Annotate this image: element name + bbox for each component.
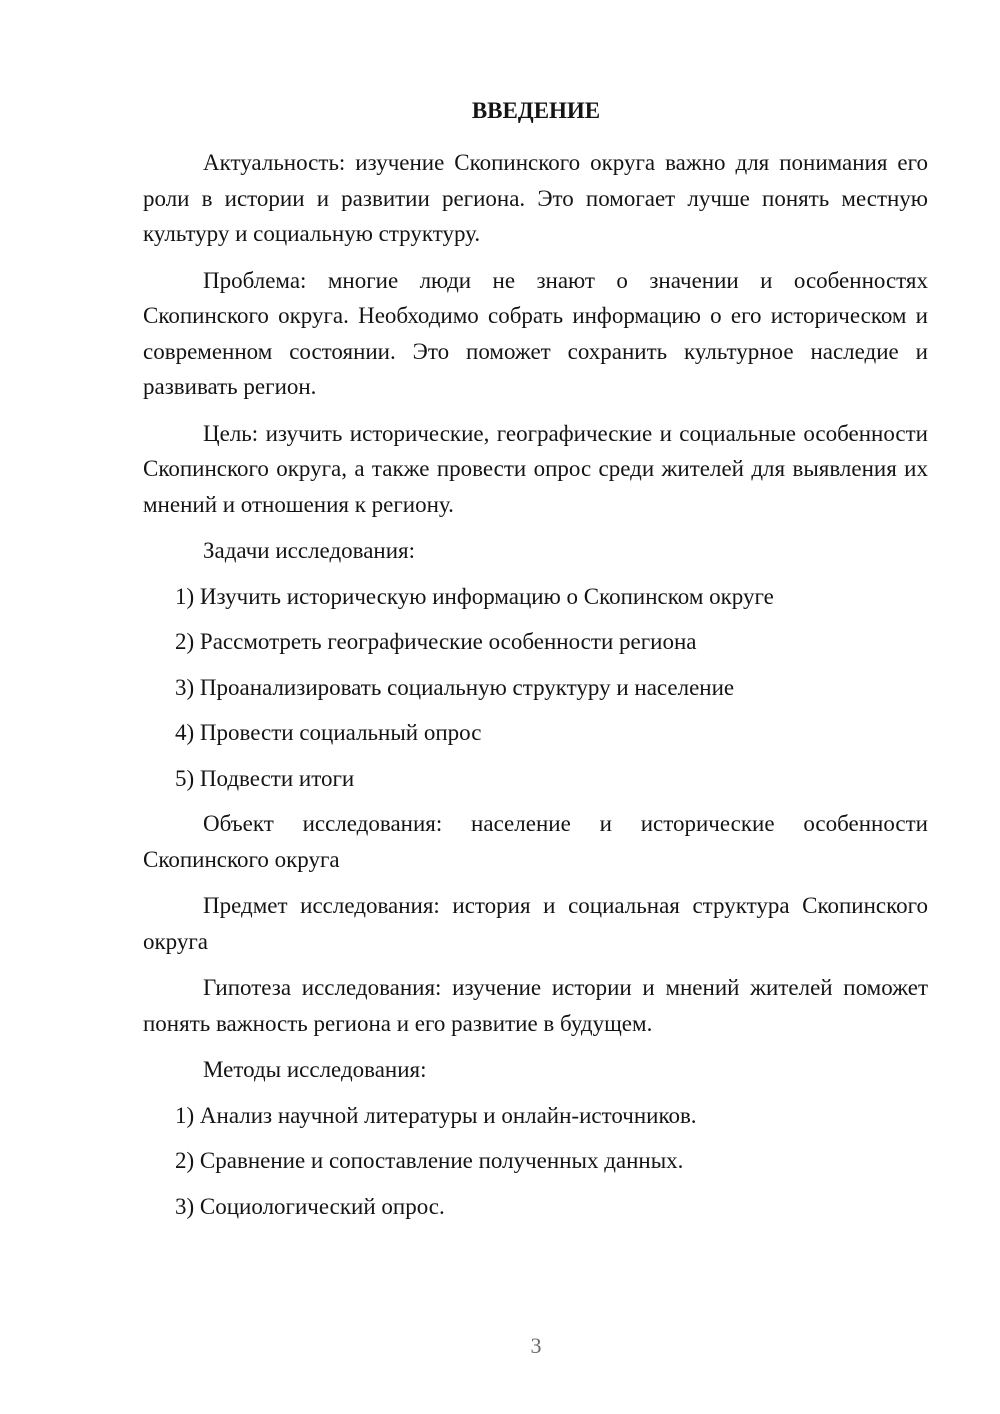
methods-list [143,1098,928,1225]
list-item: 3) Проанализировать социальную структуру и население [175,674,735,700]
page-title: ВВЕДЕНИЕ [471,98,601,123]
list-item: 4) Провести социальный опрос [175,720,482,745]
tasks-heading: Задачи исследования: [203,538,416,563]
list-item: 5) Подвести итоги [175,765,355,791]
page-number: 3 [530,1333,542,1358]
list-item: 2) Сравнение и сопоставление полученных данных. [175,1148,684,1173]
relevance-paragraph: Актуальность: изучение Скопинского округа важно для понимания его роли в истории и развитии региона. Это помогает лучше понять местную культуру и социальную структуру. [143,150,928,246]
document-body [143,145,928,1234]
list-item: 1) Анализ научной литературы и онлайн-источников. [175,1102,697,1128]
hypothesis-paragraph: Гипотеза исследования: изучение истории и мнений жителей поможет понять важность региона и его развитие в будущем. [143,975,928,1036]
object-paragraph: Объект исследования: население и исторические особенности Скопинского округа [143,811,928,872]
list-item: 3) Социологический опрос. [175,1193,445,1219]
list-item: 1) Изучить историческую информацию о Скопинском округе [175,583,774,609]
methods-heading: Методы исследования: [203,1057,427,1082]
list-item: 2) Рассмотреть географические особенности региона [175,629,697,654]
subject-paragraph: Предмет исследования: история и социальная структура Скопинского округа [143,893,928,954]
tasks-list [143,579,928,797]
problem-paragraph: Проблема: многие люди не знают о значении и особенностях Скопинского округа. Необходимо собрать информацию о его историческом и современном состоянии. Это поможет сохранить культурное наследие и развивать регион. [143,267,928,399]
goal-paragraph: Цель: изучить исторические, географические и социальные особенности Скопинского округа, а также провести опрос среди жителей для выявления их мнений и отношения к региону. [143,420,928,517]
